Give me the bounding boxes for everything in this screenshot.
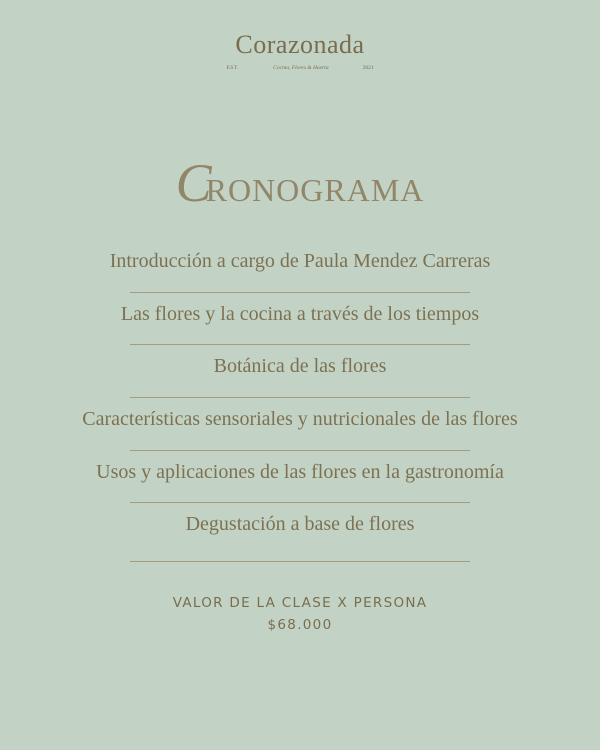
schedule-item-label: Degustación a base de flores bbox=[185, 513, 415, 536]
page-title bbox=[0, 153, 600, 217]
brand-est: EST. bbox=[226, 65, 240, 71]
title-initial: C bbox=[175, 153, 212, 213]
schedule-item bbox=[0, 503, 600, 556]
price-label: VALOR DE LA CLASE X PERSONA bbox=[172, 595, 428, 611]
brand-tagline: Cocina, Flores & Huerta bbox=[273, 65, 329, 71]
brand-year: 2021 bbox=[362, 65, 374, 71]
schedule-item-label: Botánica de las flores bbox=[213, 355, 387, 378]
price-value: $68.000 bbox=[267, 617, 333, 633]
schedule-item bbox=[0, 398, 600, 451]
brand-name: Corazonada bbox=[235, 30, 365, 59]
divider bbox=[130, 561, 470, 562]
title-rest: RONOGRAMA bbox=[205, 172, 425, 208]
schedule-item bbox=[0, 345, 600, 398]
schedule-item-label: Características sensoriales y nutricionales de las flores bbox=[82, 408, 518, 431]
brand-header bbox=[0, 30, 600, 72]
schedule-list bbox=[0, 240, 600, 556]
schedule-item-label: Las flores y la cocina a través de los tiempos bbox=[120, 302, 480, 325]
brand-subline bbox=[0, 64, 600, 72]
schedule-item bbox=[0, 293, 600, 346]
schedule-item bbox=[0, 240, 600, 293]
schedule-item-label: Introducción a cargo de Paula Mendez Carreras bbox=[109, 250, 491, 272]
schedule-item bbox=[0, 451, 600, 504]
price-section bbox=[0, 594, 600, 634]
schedule-item-label: Usos y aplicaciones de las flores en la gastronomía bbox=[96, 460, 504, 483]
